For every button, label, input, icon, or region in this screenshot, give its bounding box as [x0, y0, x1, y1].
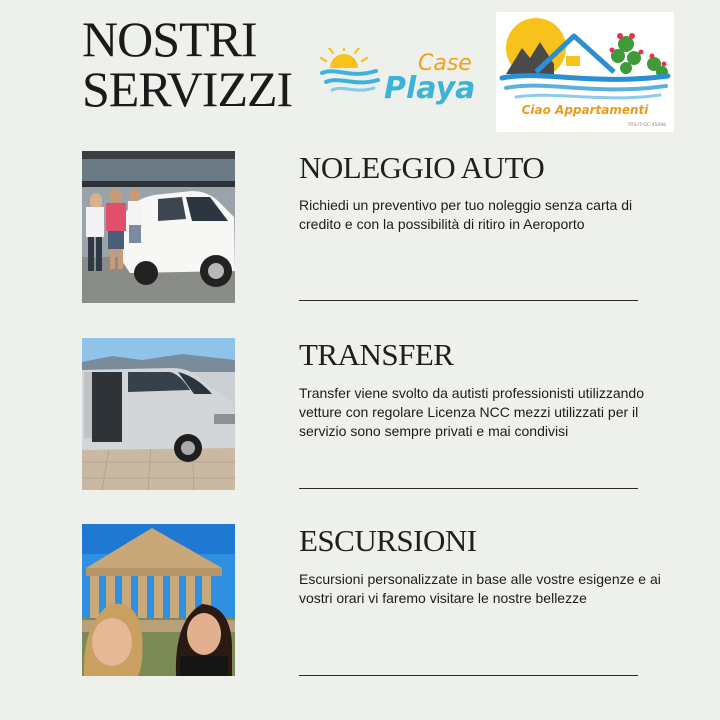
divider	[299, 488, 638, 489]
service-description-transfer: Transfer viene svolto da autisti professionisti utilizzando vetture con regolare Licenza NCC mezzi utilizzati per il servizio sono sempre privati e mai condivisi	[299, 385, 644, 439]
divider	[299, 675, 638, 676]
service-title-escursioni: ESCURSIONI	[299, 523, 477, 558]
car-rental-photo	[82, 151, 235, 303]
service-title-transfer: TRANSFER	[299, 337, 454, 372]
service-title-noleggio-auto: NOLEGGIO AUTO	[299, 150, 545, 185]
excursion-temple-photo	[82, 524, 235, 676]
house-cactus-icon	[496, 12, 674, 132]
ciao-appartamenti-text: Ciao Appartamenti	[521, 103, 649, 117]
case-playa-logo	[320, 48, 492, 110]
service-description-escursioni: Escursioni personalizzate in base alle vostre esigenze e ai vostri orari vi faremo visitare le nostre bellezze	[299, 571, 661, 606]
transfer-van-photo	[82, 338, 235, 490]
case-word: Case	[418, 51, 472, 76]
page-title-line-2: SERVIZZI	[82, 61, 293, 117]
page-title	[82, 11, 293, 117]
divider	[299, 300, 638, 301]
playa-word: Playa	[384, 71, 476, 106]
service-description-noleggio-auto: Richiedi un preventivo per tuo noleggio senza carta di credito e con la possibilità di ritiro in Aeroporto	[299, 197, 633, 232]
sun-waves-icon	[320, 48, 492, 110]
ciao-appartamenti-logo	[496, 12, 674, 132]
ciao-code-text: TRS-IT-QC-45698	[627, 123, 666, 128]
page-title-line-1: NOSTRI	[82, 11, 257, 67]
